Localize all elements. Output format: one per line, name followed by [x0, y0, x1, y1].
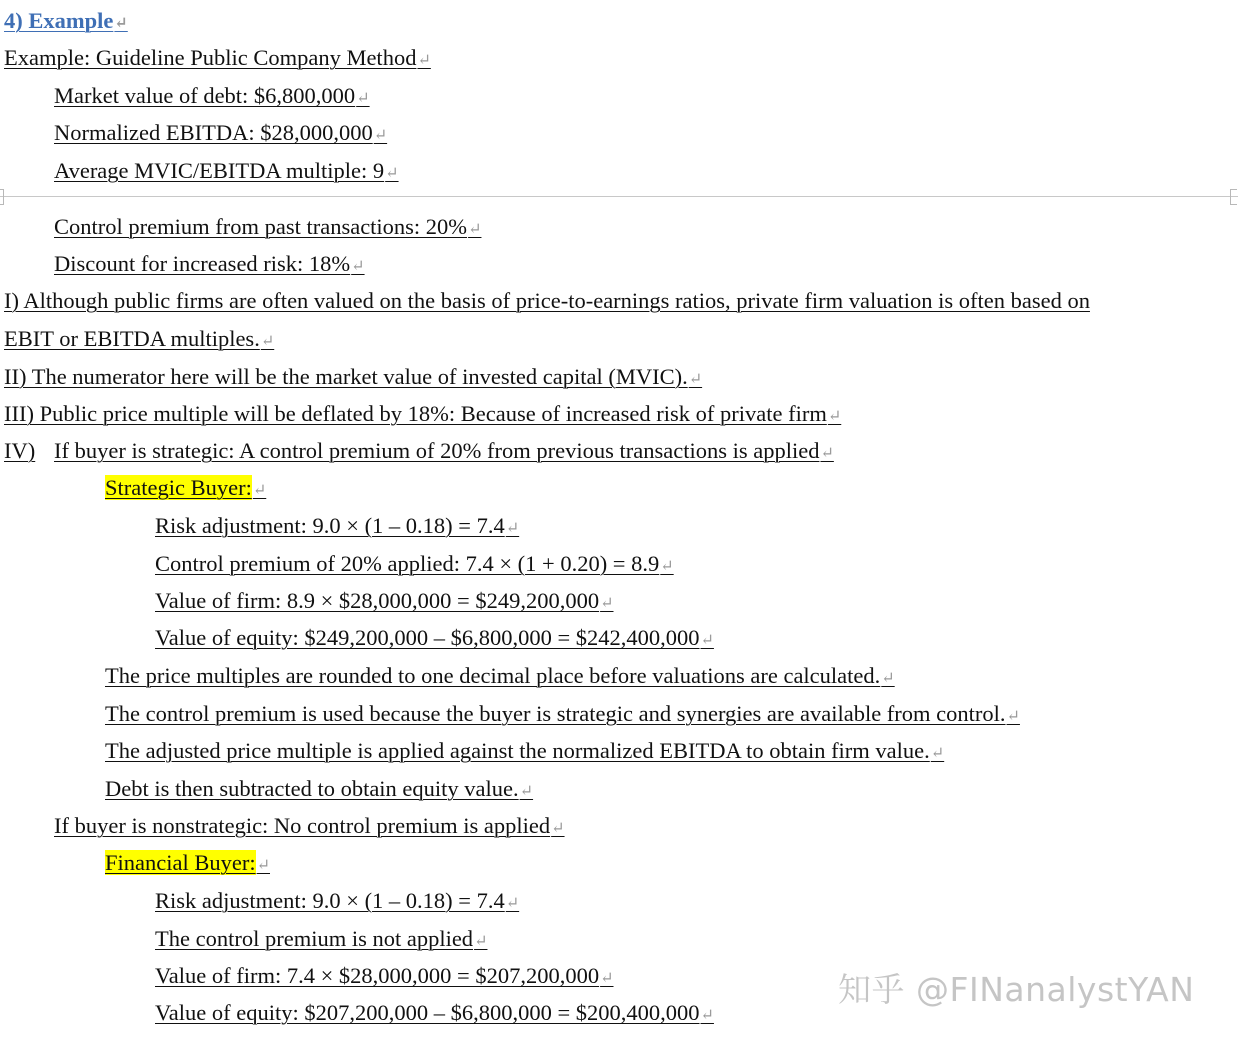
financial-step-no-premium: The control premium is not applied↵	[155, 926, 488, 951]
note-2: II) The numerator here will be the market value of invested capital (MVIC).↵	[4, 364, 703, 389]
strategic-step-risk-adjustment: Risk adjustment: 9.0 × (1 – 0.18) = 7.4↵	[155, 513, 520, 538]
input-ebitda: Normalized EBITDA: $28,000,000↵	[54, 120, 388, 145]
financial-step-risk-adjustment: Risk adjustment: 9.0 × (1 – 0.18) = 7.4↵	[155, 888, 520, 913]
explanation-debt-subtracted: Debt is then subtracted to obtain equity value.↵	[105, 776, 534, 801]
section-heading: 4) Example↵	[4, 8, 128, 33]
strategic-step-control-premium: Control premium of 20% applied: 7.4 × (1 + 0.20) = 8.9↵	[155, 551, 674, 576]
note-4-prefix: IV)	[4, 438, 36, 463]
input-control-premium: Control premium from past transactions: 20%↵	[54, 214, 482, 239]
financial-step-firm-value: Value of firm: 7.4 × $28,000,000 = $207,200,000↵	[155, 963, 614, 988]
note-3: III) Public price multiple will be deflated by 18%: Because of increased risk of private firm↵	[4, 401, 842, 426]
input-multiple: Average MVIC/EBITDA multiple: 9↵	[54, 158, 399, 183]
note-1-line-2: EBIT or EBITDA multiples.↵	[4, 326, 275, 351]
explanation-multiple-applied: The adjusted price multiple is applied against the normalized EBITDA to obtain firm value.↵	[105, 738, 945, 763]
explanation-control-premium: The control premium is used because the buyer is strategic and synergies are available from control.↵	[105, 701, 1020, 726]
zhihu-watermark: 知乎 @FINanalystYAN	[838, 970, 1195, 1009]
financial-step-equity-value: Value of equity: $207,200,000 – $6,800,000 = $200,400,000↵	[155, 1000, 714, 1025]
input-risk-discount: Discount for increased risk: 18%↵	[54, 251, 365, 276]
note-4: If buyer is strategic: A control premium of 20% from previous transactions is applied↵	[54, 438, 834, 463]
example-title: Example: Guideline Public Company Method↵	[4, 45, 431, 70]
note-1-line-1: I) Although public firms are often valued on the basis of price-to-earnings ratios, private firm valuation is often based on	[4, 288, 1090, 313]
strategic-step-equity-value: Value of equity: $249,200,000 – $6,800,000 = $242,400,000↵	[155, 625, 714, 650]
page-break-left-marker	[0, 189, 4, 205]
financial-buyer-label: Financial Buyer:↵	[105, 850, 270, 875]
page-break-line	[0, 196, 1238, 197]
strategic-buyer-label: Strategic Buyer:↵	[105, 475, 267, 500]
strategic-step-firm-value: Value of firm: 8.9 × $28,000,000 = $249,200,000↵	[155, 588, 614, 613]
page-break-right-marker	[1230, 189, 1237, 205]
input-debt: Market value of debt: $6,800,000↵	[54, 83, 370, 108]
nonstrategic-intro: If buyer is nonstrategic: No control premium is applied↵	[54, 813, 565, 838]
explanation-rounding: The price multiples are rounded to one decimal place before valuations are calculated.↵	[105, 663, 895, 688]
